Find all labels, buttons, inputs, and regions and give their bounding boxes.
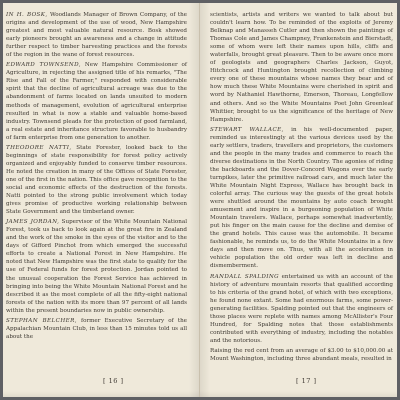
- paragraph-intro: [210, 11, 393, 124]
- right-page: [200, 3, 397, 397]
- paragraph-text: entertained us with an account of the history of adventure mountain resorts that qualified according to his criteria of the grand hotel, of which with two exceptions, he found none extant. Some had enormous farms, some power-generating facilities. Spalding pointed out that the engineers of those places were replete with names among McAllister's Four Hundred, for Spalding notes that those establishments contributed with everything of industry, including the notables and the notorious.: [210, 273, 393, 344]
- paragraph-townsend: [6, 61, 187, 141]
- paragraph-wallace: [210, 126, 393, 271]
- speaker-name: JAMES JORDAN,: [6, 219, 60, 226]
- paragraph-belcher: [6, 317, 187, 341]
- paragraph-text: scientists, artists and writers we wanted to talk about but couldn't learn how. To be reminded of the exploits of Jeremy Belknap and Manasseh Cutler and then shown the paintings of Thomas Cole and James Champney, Frankenstein and Bierstadt, some of whom were left their names upon hills, cliffs and waterfalls, brought great pleasure. Then to be aware once more of geologists and geographers Charles Jackson, Guyot, Hitchcock and Huntington brought recollection of climbing every one of these mountains whose names they bear and of how much these White Mountains were cherished in spirit and word by Nathaniel Hawthorne, Emerson, Thoreau, Longfellow and others. And so the White Mountains Poet John Greenleaf Whittier, brought to us the significance of the heritage of New Hampshire.: [210, 12, 393, 123]
- paragraph-natti: [6, 144, 187, 216]
- gutter-shadow: [200, 3, 210, 397]
- book-spread: [3, 3, 397, 397]
- speaker-name: IN H. BOSK,: [6, 12, 48, 18]
- speaker-name: RANDALL SPALDING: [210, 273, 279, 280]
- paragraph-bosk: [6, 11, 187, 59]
- paragraph-text: New Hampshire Commissioner of Agriculture, in rejecting the assigned title of his remarks, "The Rise and Fall of the Farmer," responded with considerable spirit that the decline of agricultural acreage was due to the abandonment of farms located on lands unsuited to modern methods of management, evolution of agricultural enterprise resulted in what is now a stable and valuable home-based industry. Townsend pleads for the protection of good farmland, a real estate and inheritance structure favorable to husbandry of farm enterprise from one generation to another.: [6, 62, 187, 141]
- paragraph-text: Raising the red cent from an average of $3.00 to $10,000.00 at Mount Washington, including three abundant meals, resulted in: [210, 347, 393, 362]
- left-page: [3, 3, 200, 397]
- paragraph-text: former Executive Secretary of the Appalachian Mountain Club, in less than 15 minutes told us all about the: [6, 317, 187, 340]
- speaker-name: STEWART WALLACE,: [210, 126, 284, 133]
- paragraph-text: in his well-documented paper, reminded us interestingly at the various devices used by the early settlers, traders, travellers and proprietors, the customers and the people in the many trades and commerce to reach the diverse destinations in the North Country. The agonies of riding the backboards and the Dover-Concord Wagons over the early turnpikes, later the primitive railroad cars, and much later the White Mountain Night Express, Wallace has brought back in colorful array. The curious way the guests of the great hotels were shuttled around the mountains by auto coach brought amusement and inspire in a burgeoning population of White Mountain travelers. Wallace, perhaps somewhat inadvertently, put his finger on the main cause for the decline and demise of the grand hotels. This cause was the automobile. It became fashionable, he reminds us, to do the White Mountains in a few days and then move on. Thus, with all the acceleration in vehicle population the old order was left in decline and dismemberment.: [210, 126, 393, 270]
- paragraph-text: Supervisor of the White Mountain National Forest, took us back to look again at the great fire in Zealand and the work of the smoke in the eyes of the visitor and to the days of Gifford Pinchot from which emerged the successful efforts to create a National Forest in New Hampshire. He noted that New Hampshire was the first state to qualify for the use of Federal funds for forest protection. Jordan pointed to the unusual cooperation the Forest Service has achieved in bringing into being the White Mountain National Forest and he described it as the most complete of all the fifty-eight national forests of the nation with its more than 97 percent of all lands within the present boundaries now in public ownership.: [6, 219, 187, 314]
- page-edge-shadow: [200, 391, 397, 397]
- left-page-text: [6, 11, 187, 341]
- paragraph-spalding: [210, 273, 393, 345]
- right-page-text: [210, 11, 393, 363]
- paragraph-text: Woodlands Manager of Brown Company, of the origins and development of the use of wood, New Hampshire greatest and most valuable natural resource. Bosk showed early pioneers brought an awareness and a change in attitude further respect to timber harvesting practices and the forests of the region in the wane of forest resources.: [6, 12, 187, 59]
- page-edge-shadow: [3, 391, 199, 397]
- page-number: [ 17 ]: [296, 377, 317, 385]
- paragraph-text: State Forester, looked back to the beginnings of state responsibility for forest policy actively organized and enjoyably funded to conserve timber resources. He noted the creation in many of the Offices of State Forester, one of the first in the nation. This office gave recognition to the social and economic effects of the destruction of the forests. Natti pointed to the strong public involvement which today gives promise of productive working relationship between State Government and the timberland owner.: [6, 144, 187, 216]
- speaker-name: THEODORE NATTI,: [6, 144, 72, 151]
- paragraph-jordan: [6, 218, 187, 315]
- paragraph-closing: [210, 347, 393, 363]
- speaker-name: STEPHAN BELCHER,: [6, 317, 77, 324]
- gutter-shadow: [189, 3, 199, 397]
- page-number: [ 16 ]: [103, 377, 124, 385]
- speaker-name: EDWARD TOWNSEND,: [6, 62, 81, 69]
